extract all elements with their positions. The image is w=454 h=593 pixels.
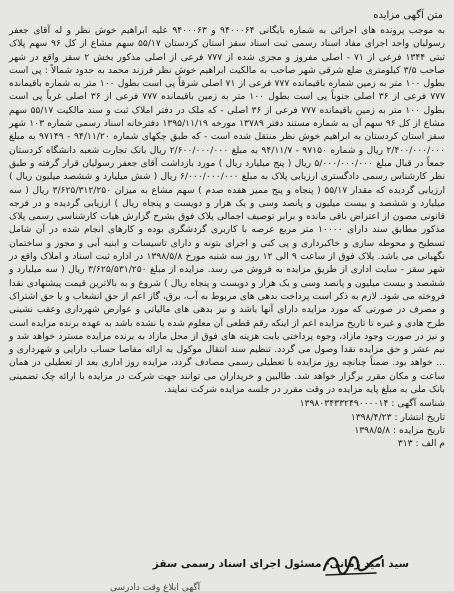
notice-title: متن آگهی مزایده: [373, 10, 443, 21]
notice-meta: [9, 397, 445, 450]
publish-date: تاریخ انتشار : ۱۳۹۸/۴/۲۳: [350, 411, 445, 423]
notice-body: به موجب پرونده های اجرائی به شماره بایگانی ۹۴۰۰۰۶۴ و ۹۴۰۰۰۶۳ علیه ابراهیم خوش نظر و له آقای جعفر رسولیان واحد اجرای مفاد اسناد رسمی ثبت اسناد سقز استان کردستان ۵۵/۱۷ سهم مشاع از کل ۹۶ سهم پلاک ثبتی ۱۳۴۴ فرعی از ۷۱ - اصلی مفروز و مجزی شده از ۷۷۷ فرعی از اصلی مذکور بخش ۲ سقز واقع در شهر صاحب ۳/۵ کیلومتری ضلع شرقی شهر صاحب به مالکیت ابراهیم خوش نظر فرزند محمد به حدود شمالاً : پی است بطول ۱۰۰ متر به زمین شماره باقیمانده ۷۷۷ فرعی از ۷۱ اصلی شرقاً پی است بطول ۱۰۰ متر به شماره باقیمانده ۷۷۷ فرعی از ۳۶ اصلی جنوباً پی است بطول ۱۰۰ متر به زمین باقیمانده ۷۷۷ فرعی از ۳۶ اصلی غرباً پی است بطول ۱۰۰ متر به زمین باقیمانده ۷۷۷ فرعی از ۳۶ اصلی - که ملک در دفتر املاک ثبت و سند مالکیت ۵۵/۱۷ سهم مشاع از کل ۹۶ سهم آن به شماره مستند دفتر ۱۳۷۸۹ مورخه ۱۳۹۵/۱۱/۱۹ دفترخانه اسناد رسمی شماره ۱۰۳ شهر سقز استان کردستان به ابراهیم خوش نظر منتقل شده است - که طبق چکهای شماره ۹۴/۱۱/۲۰ - ۹۷۱۴۹ به مبلغ ۲/۴۰۰/۰۰۰/۰۰۰ ریال و شماره ۹۷۱۵۰ - ۹۴/۱۱/۷ به مبلغ ۲/۶۰۰/۰۰۰/۰۰۰ ریال بانک تجارت شعبه دانشگاه کردستان جمعاً در قبال مبلغ ۵/۰۰۰/۰۰۰/۰۰۰ ریال ( پنج میلیارد ریال ) مورد بازداشت آقای جعفر رسولیان قرار گرفته و طبق نظر کارشناس رسمی دادگستری ارزیابی پلاک به مبلغ ۶/۰۰۰/۰۰۰/۰۰۰ ریال ( شش میلیارد و ششصد میلیون ریال ) ارزیابی گردیده که مقدار ۵۵/۱۷ ( پنجاه و پنج ممیز هفده صدم ) سهم مشاع به میزان ۳/۶۲۵/۳۱۲/۲۵۰ ریال ( سه میلیارد و ششصد و بیست میلیون و پانصد وسی و یک هزار و دویست و پنجاه ریال ) ارزیابی گردیده و در فرجه قانونی مصون از اعتراض باقی مانده و برابر توصیف اجمالی پلاک فوق بشرح گزارش هیات کارشناسی رسمی پلاک مذکور مطابق سند دارای ۱۰۰۰۰ متر مربع عرصه با کاربری گردشگری بوده و کارهای انجام شده در آن شامل تسطیح و محوطه سازی و خاکبرداری و پی کنی و اجرای بتونه و دارای تاسیسات و ابنیه آبی و مجوز و ساختمان نگهبانی می باشد. پلاک فوق از ساعت ۹ الی ۱۲ روز سه شنبه مورخ ۱۳۹۸/۵/۸ در اداره ثبت اسناد و املاک واقع در شهر سقز - سایت اداری از طریق مزایده به فروش می رسد. مزایده از مبلغ ۳/۶۲۵/۵۳۱/۲۵۰ ریال ( سه میلیارد و ششصد و بیست میلیون و پانصد وسی و یک هزار و دویست و پنجاه ریال ) شروع و به بالاترین قیمت پیشنهادی نقدا فروخته می شود. لازم به ذکر است پرداخت بدهی های مربوط به آب، برق، گاز اعم از حق انشعاب و یا حق اشتراک و مصرف در صورتی که مورد مزایده دارای آنها باشد و نیز بدهی های مالیاتی و عوارض شهرداری وعقب نشینی طرح هادی و غیره تا تاریخ مزایده اعم از اینکه رقم قطعی آن معلوم شده یا نشده باشد به عهده برنده مزایده است و نیز در صورت وجود مازاد، وجوه پرداختی بابت هزینه های فوق از محل مازاد به برنده مزایده مسترد خواهد شد و نیم عشر و حق مزایده نقدا وصول می گردد. تنظیم سند انتقال موکول به ارائه مفاصا حساب دارایی و شهرداری و ... خواهد بود. ضمناً چنانچه روز مزایده با تعطیلی رسمی مصادف گردد، مزایده روز اداری بعد از تعطیلی در همان ساعت و مکان مقرر برگزار خواهد شد. طالبین و خریداران می توانند جهت شرکت در مزایده با ارائه چک تضمینی بانک ملی به مبلغ پایه مزایده در وقت مقرر در جلسه مزایده شرکت نمایند.: [9, 25, 446, 396]
next-notice-heading: آگهی ابلاغ وقت دادرسی: [110, 583, 201, 593]
notice-serial: شناسه آگهی : ۱۳۹۸۰۳۴۳۳۲۴۹۰۰۰۰۱۴: [299, 398, 445, 410]
reference-number: م الف : ۳۱۳: [397, 438, 445, 450]
signer-name: سید امید زمانی- مسئول اجرای اسناد رسمی سقز: [152, 558, 409, 570]
handwritten-signature: [318, 548, 388, 580]
auction-date: تاریخ مزایده : ۱۳۹۸/۵/۸: [354, 424, 445, 436]
